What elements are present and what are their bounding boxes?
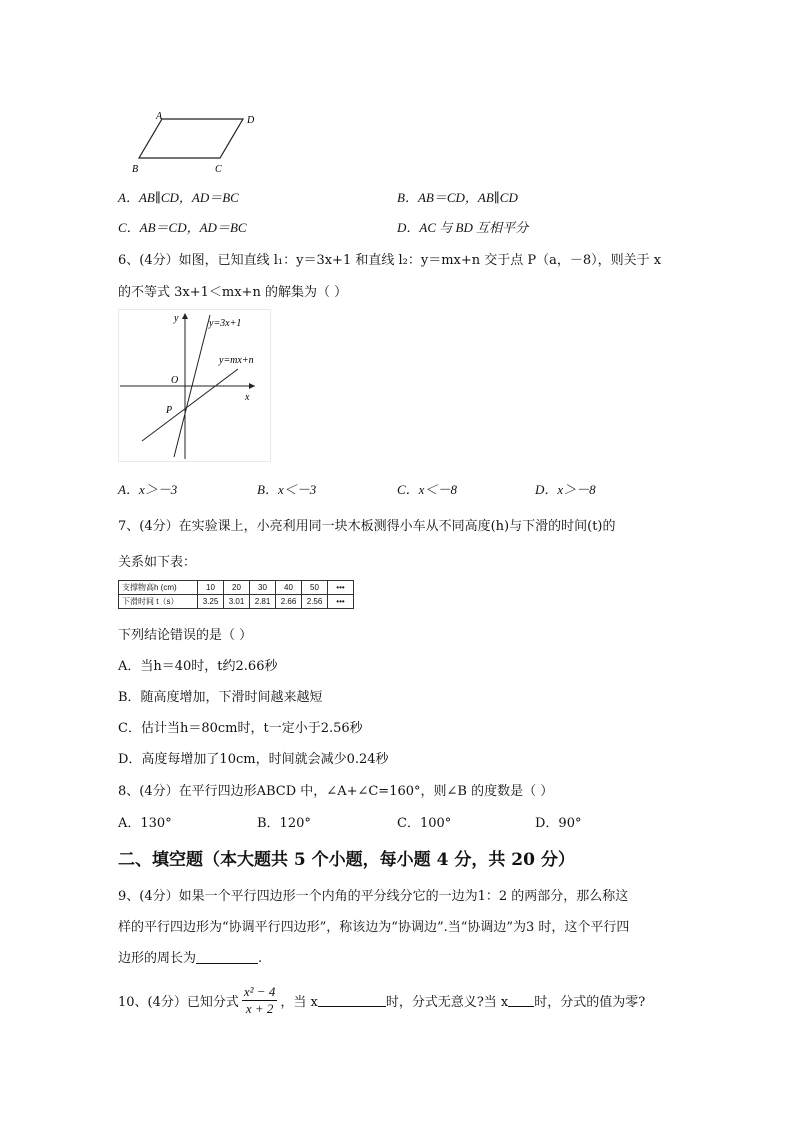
- q8-option-c[interactable]: C．100°: [397, 816, 452, 831]
- table-cell: 2.66: [276, 595, 302, 609]
- q9-text-line2: 样的平行四边形为“协调平行四边形”，称该边为“协调边”.当“协调边”为3 时，这个平行四: [118, 920, 630, 935]
- q10-text: [118, 984, 645, 1017]
- q10-fraction: [242, 984, 277, 1017]
- q10-mid1: ，当 x: [280, 995, 318, 1010]
- q9-text-line3: [118, 947, 262, 966]
- graph-y-axis-label: y: [174, 313, 179, 324]
- q8-option-d[interactable]: D．90°: [535, 816, 582, 831]
- q10-answer-blank-1[interactable]: [318, 994, 386, 1007]
- q7-option-d[interactable]: D．高度每增加了10cm，时间就会减少0.24秒: [118, 752, 389, 767]
- q6-text-line1: 6、(4分）如图，已知直线 l₁：y＝3x+1 和直线 l₂：y＝mx+n 交于点 P（a，－8），则关于 x: [118, 253, 662, 268]
- parallelogram-figure: [128, 110, 263, 176]
- q5-option-c[interactable]: C．AB＝CD，AD＝BC: [118, 220, 247, 235]
- table-row: [119, 581, 354, 595]
- q7-text-line2: 关系如下表：: [118, 555, 197, 570]
- q10-fraction-numerator: x² − 4: [243, 984, 276, 999]
- vertex-label-a: A: [156, 111, 163, 122]
- q6-text-line2: 的不等式 3x+1＜mx+n 的解集为（ ）: [118, 285, 348, 300]
- q8-option-a[interactable]: A．130°: [118, 816, 172, 831]
- table-row: [119, 595, 354, 609]
- q7-data-table: [118, 580, 354, 609]
- q9-answer-blank[interactable]: [196, 951, 258, 964]
- graph-origin-label: O: [171, 375, 179, 386]
- q6-option-d[interactable]: D．x＞－8: [535, 482, 596, 497]
- vertex-label-c: C: [215, 164, 222, 175]
- table-cell: 10: [198, 581, 224, 595]
- table-header-height: 支撑物高h (cm): [119, 581, 198, 595]
- table-cell: 40: [276, 581, 302, 595]
- q5-option-b[interactable]: B．AB＝CD，AB∥CD: [397, 190, 518, 205]
- q9-text-line1: 9、(4分）如果一个平行四边形一个内角的平分线分它的一边为1：2 的两部分，那么称这: [118, 889, 629, 904]
- table-cell: 20: [224, 581, 250, 595]
- q6-option-c[interactable]: C．x＜－8: [397, 482, 457, 497]
- q7-text-line1: 7、(4分）在实验课上，小亮利用同一块木板测得小车从不同高度(h)与下滑的时间(t)的: [118, 519, 616, 534]
- q5-option-a[interactable]: A．AB∥CD，AD＝BC: [118, 190, 239, 205]
- q8-option-b[interactable]: B．120°: [257, 816, 311, 831]
- q5-option-d[interactable]: D．AC 与 BD 互相平分: [397, 220, 529, 235]
- q10-answer-blank-2[interactable]: [508, 994, 534, 1007]
- q6-graph: [118, 309, 273, 464]
- q10-fraction-denominator: x + 2: [245, 1001, 274, 1016]
- q10-mid2: 时，分式无意义?当 x: [385, 995, 509, 1010]
- vertex-label-b: B: [132, 164, 139, 175]
- q9-line3-text: 边形的周长为: [118, 951, 197, 966]
- q7-option-b[interactable]: B．随高度增加，下滑时间越来越短: [118, 690, 323, 705]
- q7-option-a[interactable]: A．当h＝40时，t约2.66秒: [118, 659, 278, 674]
- section-heading: 二、填空题（本大题共 5 个小题，每小题 4 分，共 20 分）: [118, 850, 575, 870]
- graph-line1-label: y=3x+1: [209, 318, 242, 329]
- table-header-time: 下滑时间 t（s）: [119, 595, 198, 609]
- table-cell: •••: [328, 595, 354, 609]
- q6-option-b[interactable]: B．x＜－3: [257, 482, 317, 497]
- graph-point-p-label: P: [166, 405, 173, 416]
- graph-x-axis-label: x: [245, 392, 250, 403]
- q6-option-a[interactable]: A．x＞－3: [118, 482, 178, 497]
- table-cell: •••: [328, 581, 354, 595]
- table-cell: 3.01: [224, 595, 250, 609]
- table-cell: 2.56: [302, 595, 328, 609]
- q7-option-c[interactable]: C．估计当h＝80cm时，t一定小于2.56秒: [118, 721, 363, 736]
- q10-prefix: 10、(4分）已知分式: [118, 995, 239, 1010]
- vertex-label-d: D: [247, 115, 255, 126]
- q8-text-line1: 8、(4分）在平行四边形ABCD 中，∠A+∠C=160°，则∠B 的度数是（ ）: [118, 784, 554, 799]
- graph-line2-label: y=mx+n: [219, 355, 254, 366]
- table-cell: 50: [302, 581, 328, 595]
- q10-mid3: 时，分式的值为零?: [534, 995, 646, 1010]
- q9-line3-period: .: [258, 951, 263, 966]
- table-cell: 2.81: [250, 595, 276, 609]
- table-cell: 30: [250, 581, 276, 595]
- q7-prompt: 下列结论错误的是（ ）: [118, 628, 253, 643]
- table-cell: 3.25: [198, 595, 224, 609]
